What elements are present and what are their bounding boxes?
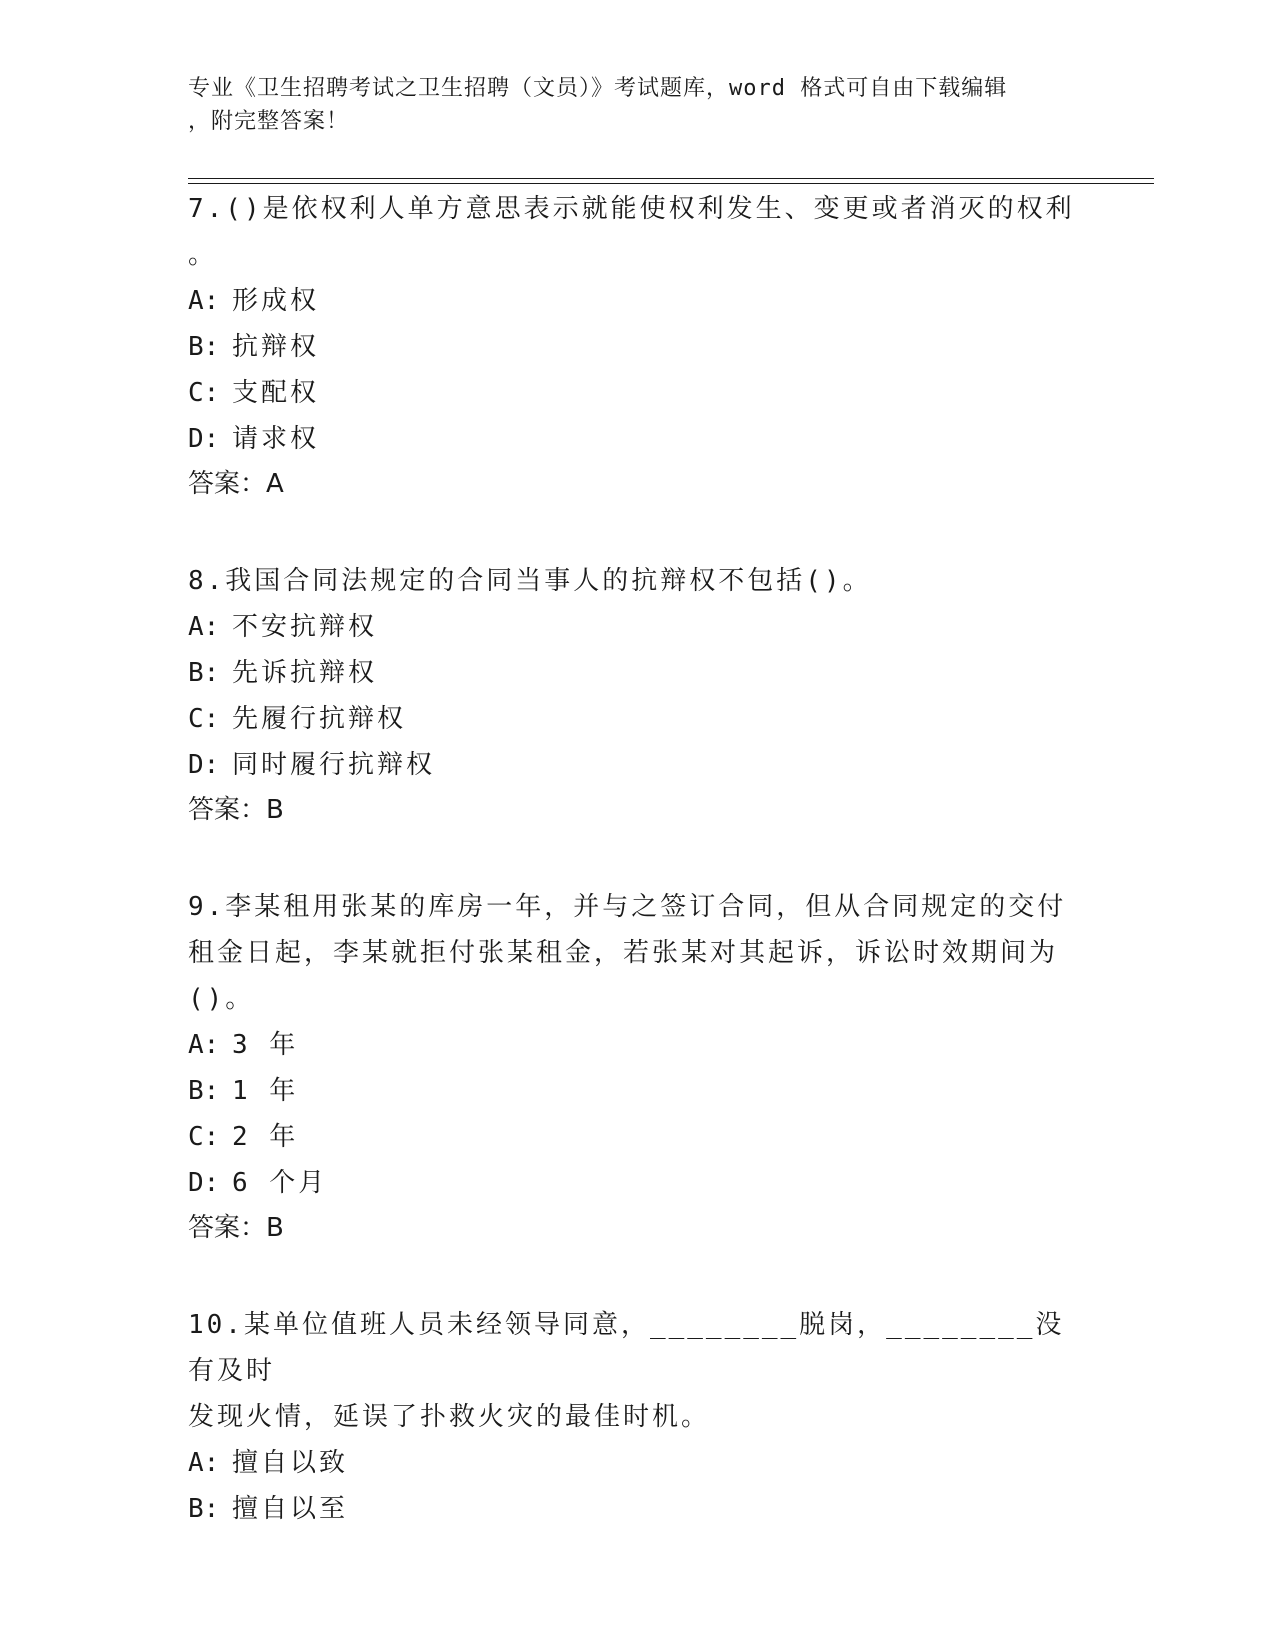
option-text: 形成权 [232,286,320,316]
option-text: 同时履行抗辩权 [232,750,436,780]
header-line-2: ，附完整答案！ [188,109,350,134]
option-letter: B: [188,332,220,362]
option-letter: A: [188,286,220,316]
question-stem: 9.李某租用张某的库房一年，并与之签订合同，但从合同规定的交付 [188,892,1067,922]
option-text: 先履行抗辩权 [232,704,407,734]
question-stem: 7.()是依权利人单方意思表示就能使权利发生、变更或者消灭的权利 [188,194,1075,224]
option-text: 不安抗辩权 [232,612,378,642]
option-letter: B: [188,1494,220,1524]
option-d [188,742,1088,788]
option-text: 请求权 [232,424,320,454]
question-stem: 租金日起，李某就拒付张某租金，若张某对其起诉，诉讼时效期间为 [188,938,1059,968]
option-a [188,604,1088,650]
question-stem: 发现火情，延误了扑救火灾的最佳时机。 [188,1402,711,1432]
option-letter: A: [188,612,220,642]
question-stem: ()。 [188,984,255,1014]
option-letter: A: [188,1030,220,1060]
option-letter: C: [188,378,220,408]
question-8 [188,558,1088,832]
document-header [188,72,1068,138]
question-10 [188,1302,1088,1532]
option-a [188,1440,1088,1486]
option-letter: A: [188,1448,220,1478]
question-9 [188,884,1088,1250]
spacer [188,506,1088,558]
option-text: 抗辩权 [232,332,320,362]
option-b [188,324,1088,370]
answer: 答案：B [188,1213,284,1243]
option-b [188,650,1088,696]
question-stem: 10.某单位值班人员未经领导同意，________脱岗，________没有及时 [188,1310,1065,1386]
answer: 答案：B [188,795,284,825]
option-d [188,416,1088,462]
option-text: 擅自以致 [232,1448,349,1478]
spacer [188,1250,1088,1302]
header-line-1: 专业《卫生招聘考试之卫生招聘（文员）》考试题库，word 格式可自由下载编辑 [188,76,1008,101]
answer: 答案：A [188,469,284,499]
option-letter: D: [188,424,220,454]
option-text: 2 年 [232,1122,299,1152]
question-list [188,186,1088,1532]
option-text: 1 年 [232,1076,299,1106]
option-b [188,1486,1088,1532]
option-letter: C: [188,1122,220,1152]
option-letter: C: [188,704,220,734]
header-divider-top [188,178,1154,179]
option-text: 支配权 [232,378,320,408]
option-c [188,1114,1088,1160]
option-text: 先诉抗辩权 [232,658,378,688]
option-letter: D: [188,750,220,780]
option-letter: D: [188,1168,220,1198]
option-b [188,1068,1088,1114]
option-letter: B: [188,658,220,688]
option-d [188,1160,1088,1206]
option-a [188,1022,1088,1068]
option-a [188,278,1088,324]
option-text: 6 个月 [232,1168,328,1198]
option-c [188,696,1088,742]
option-letter: B: [188,1076,220,1106]
header-divider-bottom [188,183,1154,184]
option-text: 擅自以至 [232,1494,349,1524]
question-stem: 8.我国合同法规定的合同当事人的抗辩权不包括()。 [188,566,872,596]
option-text: 3 年 [232,1030,299,1060]
question-7 [188,186,1088,506]
option-c [188,370,1088,416]
spacer [188,832,1088,884]
question-stem: 。 [188,240,218,270]
